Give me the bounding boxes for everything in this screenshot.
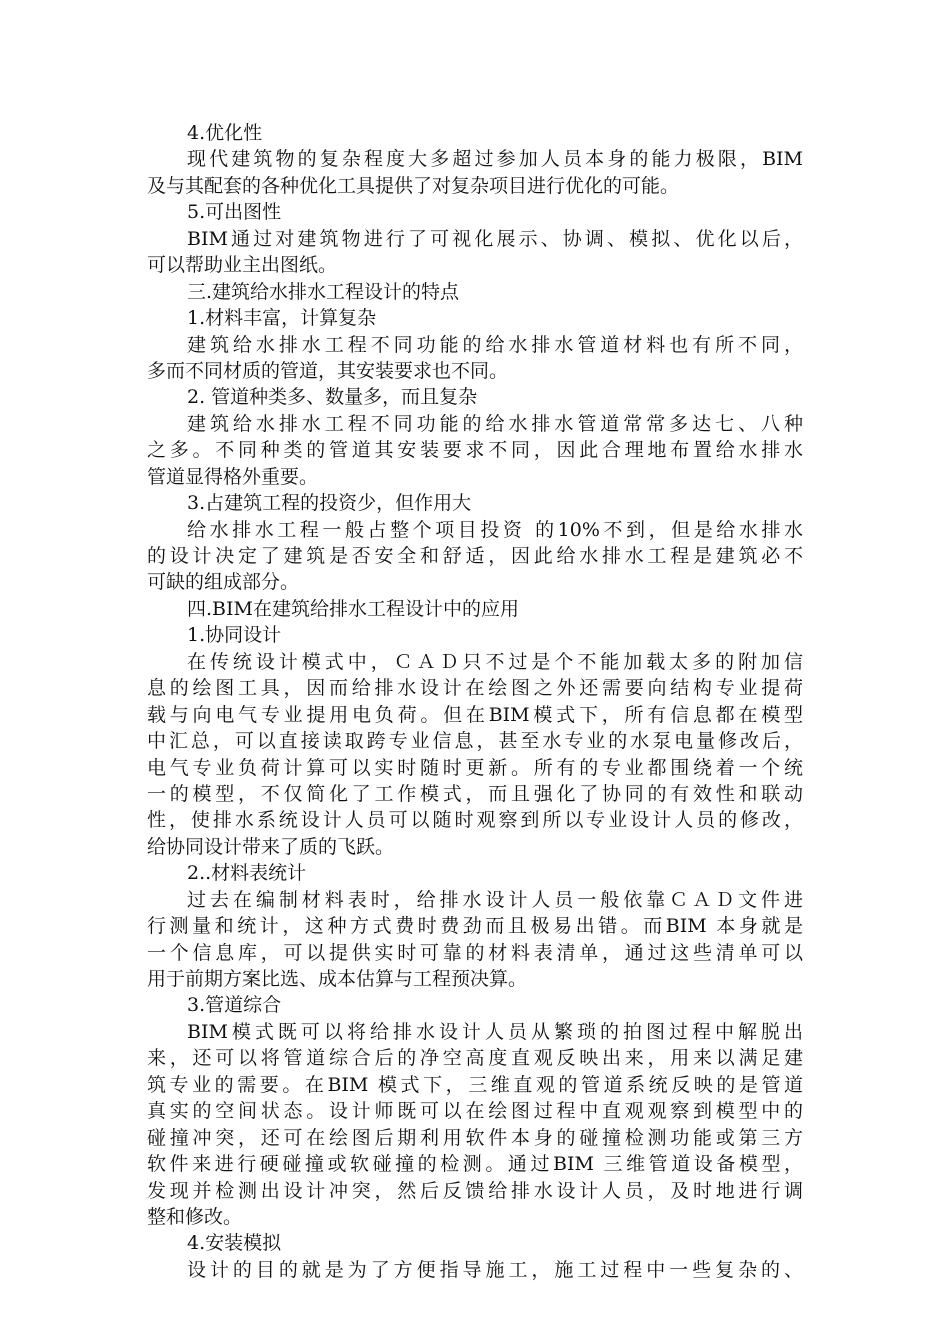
text-line: 行测量和统计，这种方式费时费劲而且极易出错。而BIM 本身就是 bbox=[147, 915, 803, 938]
text-line: 给协同设计带来了质的飞跃。 bbox=[147, 835, 395, 858]
text-line: 碰撞冲突，还可在绘图后期利用软件本身的碰撞检测功能或第三方 bbox=[147, 1126, 803, 1149]
text-line: 3.管道综合 bbox=[187, 994, 282, 1017]
text-line: BIM模式既可以将给排水设计人员从繁琐的拍图过程中解脱出 bbox=[187, 1020, 803, 1043]
text-line: 真实的空间状态。设计师既可以在绘图过程中直观观察到模型中的 bbox=[147, 1100, 803, 1123]
text-line: 给水排水工程一般占整个项目投资 的10%不到，但是给水排水 bbox=[187, 518, 803, 541]
text-line: 多而不同材质的管道，其安装要求也不同。 bbox=[147, 359, 509, 382]
text-line: 的设计决定了建筑是否安全和舒适，因此给水排水工程是建筑必不 bbox=[147, 545, 803, 567]
text-line: 1.协同设计 bbox=[187, 624, 282, 647]
text-line: BIM通过对建筑物进行了可视化展示、协调、模拟、优化以后， bbox=[187, 227, 803, 250]
text-line: 三.建筑给水排水工程设计的特点 bbox=[187, 280, 460, 303]
text-line: 筑专业的需要。在BIM 模式下，三维直观的管道系统反映的是管道 bbox=[147, 1073, 803, 1096]
text-line: 过去在编制材料表时，给排水设计人员一般依靠ＣＡＤ文件进 bbox=[187, 888, 803, 911]
text-line: 设计的目的就是为了方便指导施工，施工过程中一些复杂的、 bbox=[187, 1258, 803, 1281]
text-line: 可以帮助业主出图纸。 bbox=[147, 254, 338, 277]
text-line: 2..材料表统计 bbox=[187, 862, 307, 885]
text-line: 用于前期方案比选、成本估算与工程预决算。 bbox=[147, 968, 528, 990]
text-line: 来，还可以将管道综合后的净空高度直观反映出来，用来以满足建 bbox=[147, 1047, 803, 1070]
text-line: 3.占建筑工程的投资少，但作用大 bbox=[187, 492, 472, 515]
text-line: 之多。不同种类的管道其安装要求不同，因此合理地布置给水排水 bbox=[147, 439, 803, 462]
text-line: 整和修改。 bbox=[147, 1205, 243, 1228]
text-line: 发现并检测出设计冲突，然后反馈给排水设计人员，及时地进行调 bbox=[147, 1179, 803, 1202]
text-line: 及与其配套的各种优化工具提供了对复杂项目进行优化的可能。 bbox=[147, 174, 680, 197]
text-line: 一的模型，不仅简化了工作模式，而且强化了协同的有效性和联动 bbox=[147, 782, 803, 805]
text-line: 一个信息库，可以提供实时可靠的材料表清单，通过这些清单可以 bbox=[147, 941, 803, 964]
text-line: 可缺的组成部分。 bbox=[147, 571, 300, 594]
text-line: 性，使排水系统设计人员可以随时观察到所以专业设计人员的修改， bbox=[147, 809, 803, 832]
text-line: 4.安装模拟 bbox=[187, 1232, 282, 1255]
text-line: 5.可出图性 bbox=[187, 201, 282, 224]
text-line: 现代建筑物的复杂程度大多超过参加人员本身的能力极限，BIM bbox=[187, 148, 803, 171]
text-line: 中汇总，可以直接读取跨专业信息，甚至水专业的水泵电量修改后， bbox=[147, 730, 803, 753]
text-line: 四.BIM在建筑给排水工程设计中的应用 bbox=[187, 597, 519, 620]
text-line: 建筑给水排水工程不同功能的给水排水管道材料也有所不同， bbox=[187, 333, 803, 356]
text-line: 息的绘图工具，因而给排水设计在绘图之外还需要向结构专业提荷 bbox=[147, 677, 803, 700]
text-line: 软件来进行硬碰撞或软碰撞的检测。通过BIM 三维管道设备模型， bbox=[147, 1153, 803, 1176]
document-body bbox=[147, 120, 803, 1283]
text-line: 2. 管道种类多、数量多，而且复杂 bbox=[187, 386, 478, 409]
text-line: 电气专业负荷计算可以实时随时更新。所有的专业都围绕着一个统 bbox=[147, 756, 803, 779]
text-line: 管道显得格外重要。 bbox=[147, 465, 319, 488]
text-line: 4.优化性 bbox=[187, 122, 263, 144]
text-line: 建筑给水排水工程不同功能的给水排水管道常常多达七、八种 bbox=[187, 412, 803, 435]
text-line: 在传统设计模式中，ＣＡＤ只不过是个不能加载太多的附加信 bbox=[187, 650, 803, 673]
text-line: 1.材料丰富，计算复杂 bbox=[187, 307, 377, 330]
text-line: 载与向电气专业提用电负荷。但在BIM模式下，所有信息都在模型 bbox=[147, 703, 803, 726]
